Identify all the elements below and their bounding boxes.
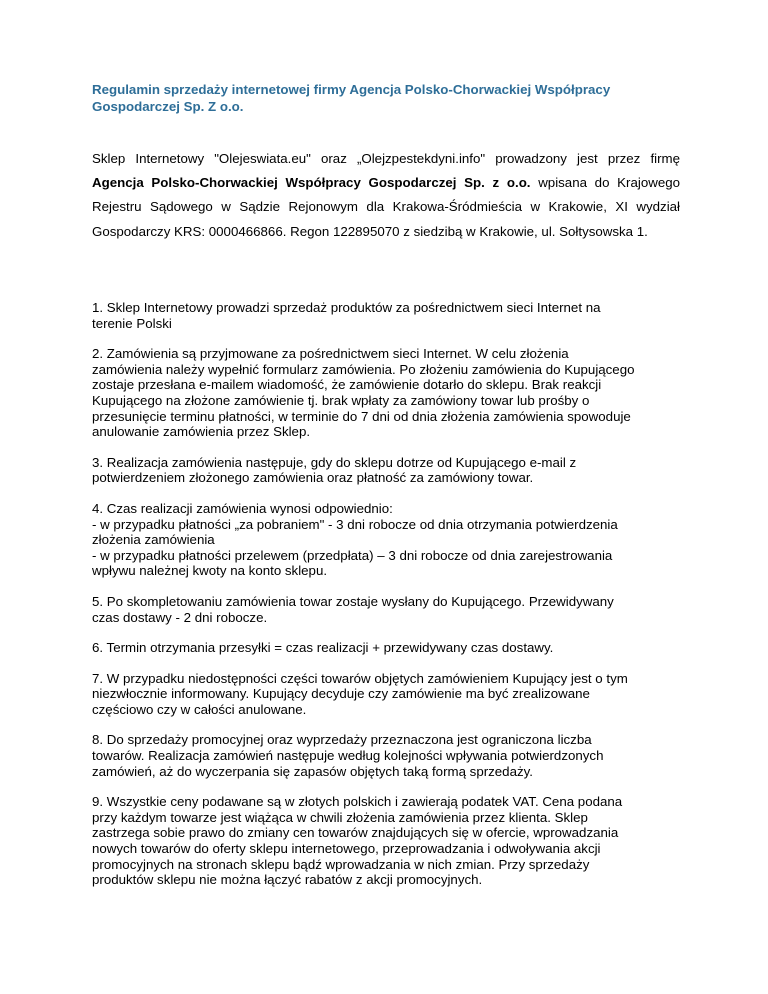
- intro-text-end: wpisana do Krajowego Rejestru Sądowego w Sądzie Rejonowym dla Krakowa-Śródmieścia w Krakowie, XI wydział Gospodarczy KRS: 0000466866. Regon 122895070 z siedzibą w Krakowie, ul. Sołtysowska 1.: [92, 175, 680, 239]
- terms-item-9: 9. Wszystkie ceny podawane są w złotych polskich i zawierają podatek VAT. Cena podana przy każdym towarze jest wiążąca w chwili złożenia zamówienia przez klienta. Sklep zastrzega sobie prawo do zmiany cen towarów znajdujących się w ofercie, wprowadzania nowych towarów do oferty sklepu internetowego, przeprowadzania i odwoływania akcji promocyjnych na stronach sklepu bądź wprowadzania w nich zmian. Przy sprzedaży produktów sklepu nie można łączyć rabatów z akcji promocyjnych.: [92, 794, 623, 888]
- terms-item-4: 4. Czas realizacji zamówienia wynosi odpowiednio: - w przypadku płatności „za pobraniem" - 3 dni robocze od dnia otrzymania potwierdzenia złożenia zamówienia - w przypadku płatności przelewem (przedpłata) – 3 dni robocze od dnia zarejestrowania wpływu należnej kwoty na konto sklepu.: [92, 500, 618, 579]
- company-name: Agencja Polsko-Chorwackiej Współpracy Gospodarczej Sp. z o.o.: [92, 175, 531, 191]
- terms-item-1: 1. Sklep Internetowy prowadzi sprzedaż produktów za pośrednictwem sieci Internet na terenie Polski: [92, 300, 601, 331]
- terms-item-7: 7. W przypadku niedostępności części towarów objętych zamówieniem Kupujący jest o tym niezwłocznie informowany. Kupujący decyduje czy zamówienie ma być zrealizowane częściowo czy w całości anulowane.: [92, 670, 628, 717]
- terms-item-2: 2. Zamówienia są przyjmowane za pośrednictwem sieci Internet. W celu złożenia zamówienia należy wypełnić formularz zamówienia. Po złożeniu zamówienia do Kupującego zostaje przesłana e-mailem wiadomość, że zamówienie dotarło do sklepu. Brak reakcji Kupującego na złożone zamówienie tj. brak wpłaty za zamówiony towar lub prośby o przesunięcie terminu płatności, w terminie do 7 dni od dnia złożenia zamówienia spowoduje anulowanie zamówienia przez Sklep.: [92, 346, 635, 440]
- terms-item-6: 6. Termin otrzymania przesyłki = czas realizacji + przewidywany czas dostawy.: [92, 640, 554, 656]
- intro-text-start: Sklep Internetowy "Olejeswiata.eu" oraz „Olejzpestekdyni.info" prowadzony jest przez firmę: [92, 151, 680, 166]
- intro-paragraph: [92, 147, 680, 244]
- document-title: Regulamin sprzedaży internetowej firmy Agencja Polsko-Chorwackiej Współpracy Gospodarczej Sp. Z o.o.: [92, 82, 611, 114]
- terms-list: [92, 300, 680, 903]
- terms-item-5: 5. Po skompletowaniu zamówienia towar zostaje wysłany do Kupującego. Przewidywany czas dostawy - 2 dni robocze.: [92, 593, 614, 625]
- terms-item-8: 8. Do sprzedaży promocyjnej oraz wyprzedaży przeznaczona jest ograniczona liczba towarów. Realizacja zamówień następuje według kolejności wpływania potwierdzonych zamówień, aż do wyczerpania się zapasów objętych taką formą sprzedaży.: [92, 732, 604, 779]
- terms-item-3: 3. Realizacja zamówienia następuje, gdy do sklepu dotrze od Kupującego e-mail z potwierdzeniem złożonego zamówienia oraz płatność za zamówiony towar.: [92, 454, 577, 486]
